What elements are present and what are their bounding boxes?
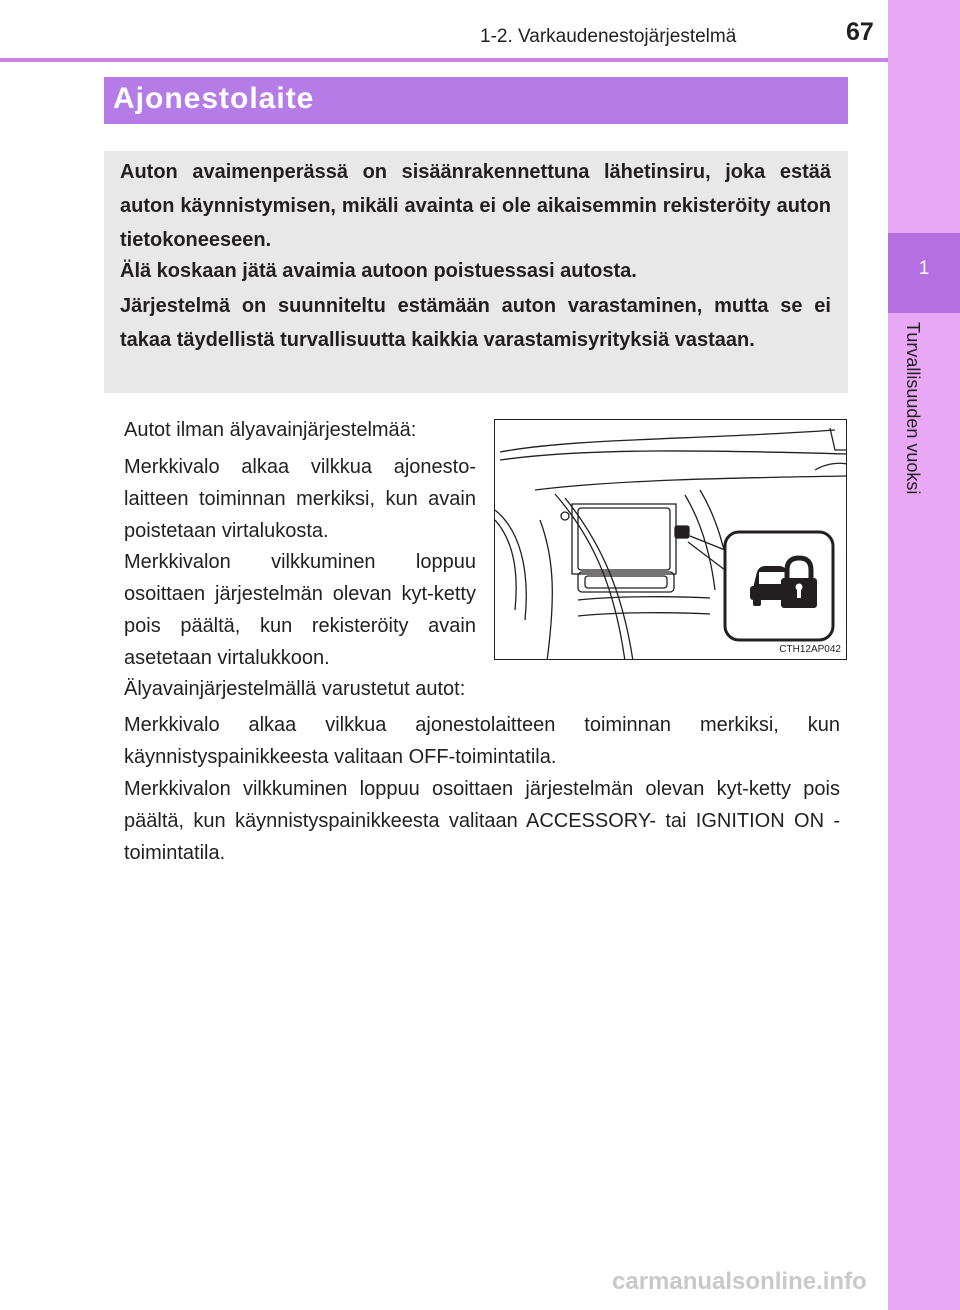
page-title: Ajonestolaite [113, 82, 315, 115]
smart-key-paragraph-2: Merkkivalon vilkkuminen loppuu osoittaen järjestelmän olevan kyt-ketty pois päältä, kun käynnistyspainikkeesta valitaan ACCESSORY- tai IGNITION ON -toimintatila. [124, 778, 840, 864]
info-paragraph-1: Auton avaimenperässä on sisäänrakennettuna lähetinsiru, joka estää auton käynnistymisen, mikäli avainta ei ole aikaisemmin rekisteröity auton tietokoneeseen. [120, 161, 831, 251]
figure-code: CTH12AP042 [779, 644, 841, 655]
no-smart-key-paragraph-1: Merkkivalo alkaa vilkkua ajonesto-laitteen toiminnan merkiksi, kun avain poistetaan virtalukosta. [124, 456, 476, 542]
dashboard-illustration [495, 420, 847, 660]
no-smart-key-paragraph-2: Merkkivalon vilkkuminen loppuu osoittaen järjestelmän olevan kyt-ketty pois päältä, kun rekisteröity avain asetetaan virtalukkoon. [124, 551, 476, 669]
header-section-title: 1-2. Varkaudenestojärjestelmä [480, 26, 737, 47]
info-paragraph-2: Älä koskaan jätä avaimia autoon poistuessasi autosta. [120, 260, 637, 282]
side-tab [888, 0, 960, 1310]
smart-key-paragraph-1: Merkkivalo alkaa vilkkua ajonestolaitteen toiminnan merkiksi, kun käynnistyspainikkeesta valitaan OFF-toimintatila. [124, 714, 840, 768]
info-paragraph-3: Järjestelmä on suunniteltu estämään auton varastaminen, mutta se ei takaa täydellistä turvallisuutta kaikkia varastamisyrityksiä vastaan. [120, 295, 831, 351]
footer-watermark[interactable]: carmanualsonline.info [612, 1268, 867, 1295]
header-rule [0, 58, 888, 62]
page-number: 67 [846, 18, 874, 46]
smart-key-heading: Älyavainjärjestelmällä varustetut autot: [124, 678, 466, 700]
no-smart-key-heading: Autot ilman älyavainjärjestelmää: [124, 419, 417, 441]
side-tab-label: Turvallisuuden vuoksi [903, 322, 923, 495]
dashboard-figure [494, 419, 847, 660]
side-tab-number: 1 [918, 258, 930, 279]
